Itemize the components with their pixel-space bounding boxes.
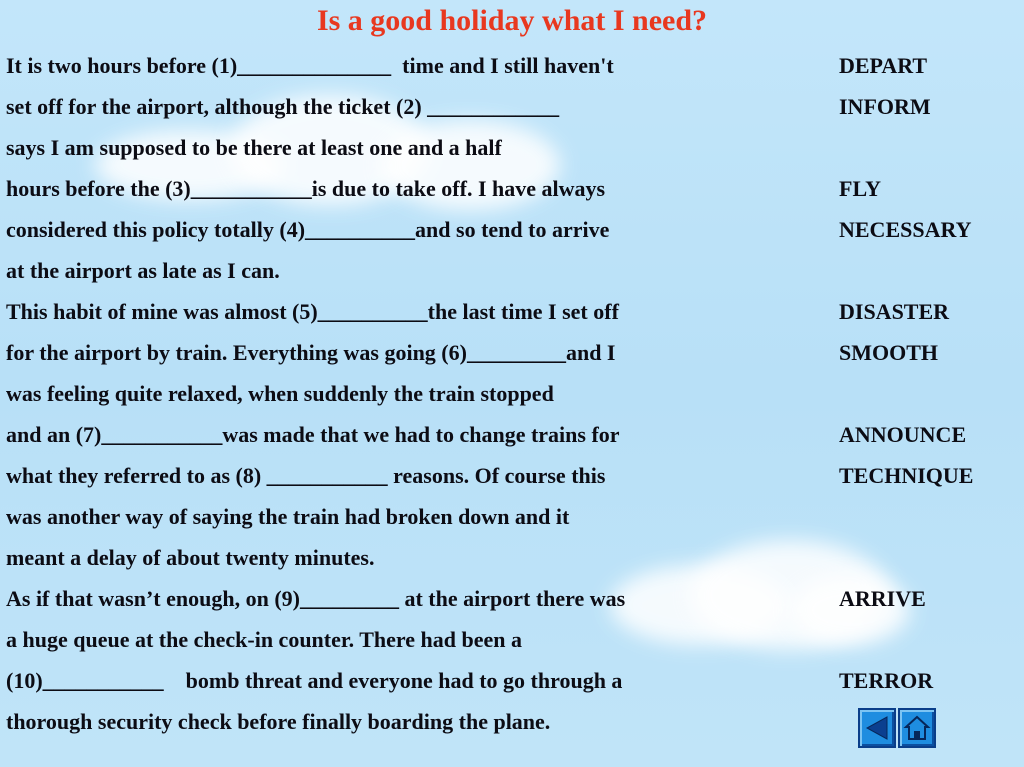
text-line-5: considered this policy totally (4)__________and so tend to arrive <box>6 217 610 242</box>
page-title: Is a good holiday what I need? <box>316 4 708 37</box>
word-form-3: FLY <box>839 176 881 201</box>
text-line-7: This habit of mine was almost (5)__________the last time I set off <box>6 299 619 324</box>
text-line-3: says I am supposed to be there at least one and a half <box>6 135 502 160</box>
word-form-7: ANNOUNCE <box>839 422 967 447</box>
text-line-8: for the airport by train. Everything was going (6)_________and I <box>6 340 616 365</box>
text-line-14: As if that wasn’t enough, on (9)_________ at the airport there was <box>6 586 626 611</box>
word-form-1: DEPART <box>839 53 928 78</box>
word-form-6: SMOOTH <box>839 340 939 365</box>
text-line-6: at the airport as late as I can. <box>6 258 280 283</box>
word-form-2: INFORM <box>839 94 931 119</box>
home-icon <box>903 714 931 742</box>
text-line-9: was feeling quite relaxed, when suddenly the train stopped <box>6 381 554 406</box>
text-line-17: thorough security check before finally boarding the plane. <box>6 709 551 734</box>
text-line-13: meant a delay of about twenty minutes. <box>6 545 375 570</box>
text-line-2: set off for the airport, although the ticket (2) ____________ <box>6 94 560 119</box>
text-line-16: (10)___________ bomb threat and everyone had to go through a <box>6 668 623 693</box>
word-form-8: TECHNIQUE <box>839 463 974 488</box>
triangle-left-icon <box>863 714 891 742</box>
text-line-1: It is two hours before (1)______________ time and I still haven't <box>6 53 614 78</box>
text-line-4: hours before the (3)___________is due to take off. I have always <box>6 176 606 201</box>
text-line-11: what they referred to as (8) ___________ reasons. Of course this <box>6 463 606 488</box>
word-form-4: NECESSARY <box>839 217 972 242</box>
text-line-10: and an (7)___________was made that we had to change trains for <box>6 422 620 447</box>
back-button[interactable] <box>858 708 896 748</box>
text-line-12: was another way of saying the train had broken down and it <box>6 504 570 529</box>
word-form-5: DISASTER <box>839 299 950 324</box>
text-line-15: a huge queue at the check-in counter. There had been a <box>6 627 523 652</box>
home-button[interactable] <box>898 708 936 748</box>
word-form-10: TERROR <box>839 668 934 693</box>
word-form-9: ARRIVE <box>839 586 926 611</box>
